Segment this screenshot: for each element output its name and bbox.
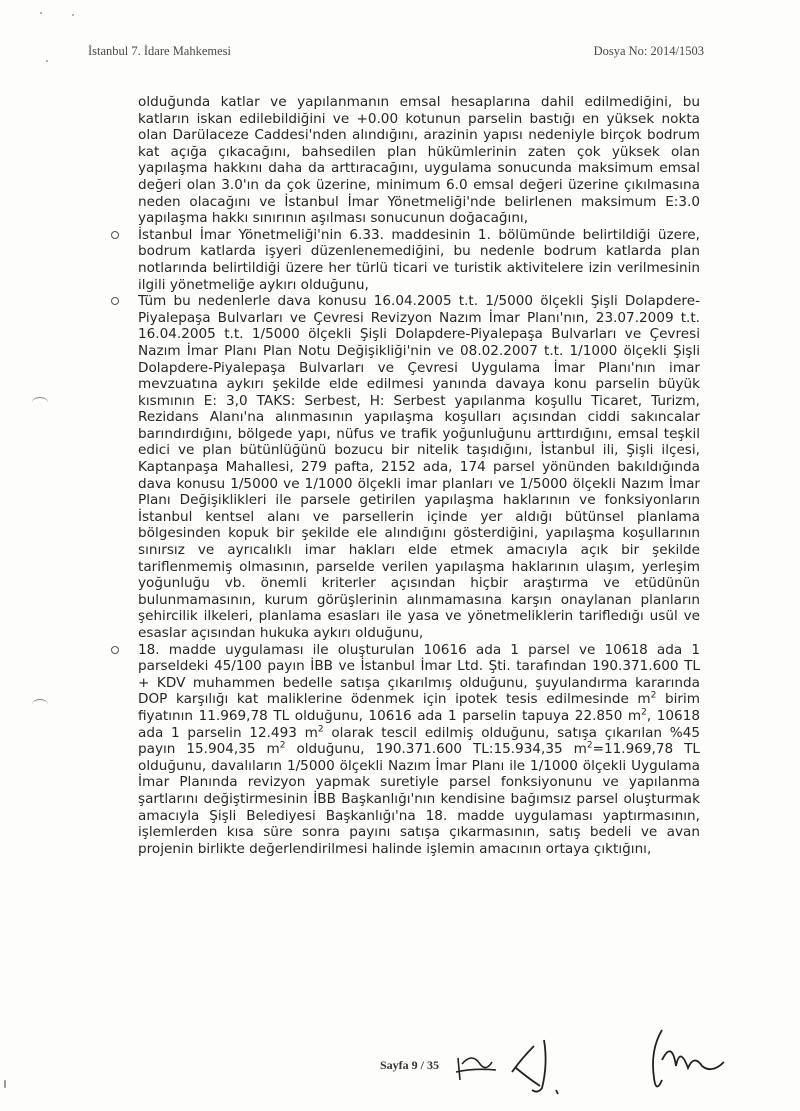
scan-speck — [40, 12, 42, 14]
list-item — [138, 642, 700, 858]
bullet-text: Tüm bu nedenlerle dava konusu 16.04.2005 t.t. 1/5000 ölçekli Şişli Dolapdere-Piyalepaşa Bulvarları ve Çevresi Revizyon Nazım İmar Planı'nın, 23.07.2009 t.t. 16.04.2005 t.t. 1/5000 ölçekli Şişli Dolapdere-Piyalepaşa Bulvarları ve Çevresi Nazım İmar Planı Plan Notu Değişikliği'nin ve 08.02.2007 t.t. 1/1000 ölçekli Şişli Dolapdere-Piyalepaşa Bulvarları ve Çevresi Uygulama İmar Planı'nın imar mevzuatına aykırı şekilde elde edilmesi yanında davaya konu parselin büyük kısmının E: 3,0 TAKS: Serbest, H: Serbest yapılanma koşullu Ticaret, Turizm, Rezidans Alanı'na alınmasının yapılaşma koşulları açısından ciddi sakıncalar barındırdığını, bölgede yapı, nüfus ve trafik yoğunluğunu arttırdığını, emsal teşkil edici ve plan bütünlüğünü bozucu bir nitelik taşıdığını, İstanbul ili, Şişli ilçesi, Kaptanpaşa Mahallesi, 279 pafta, 2152 ada, 174 parsel yönünden bakıldığında dava konusu 1/5000 ve 1/1000 ölçekli imar planları ve 1/5000 ölçekli Nazım İmar Planı Değişiklikleri ile parsele getirilen yapılaşma haklarının ve fonksiyonların İstanbul kentsel alanı ve parsellerin içinde yer aldığı bütünsel planlama bölgesinden kopuk bir şekilde ele alındığını gösterdiğini, yapılaşma koşullarının sınırsız ve ayrıcalıklı imar hakları elde etmek amacıyla açık bir şekilde tariflenmemiş olmasının, parselde verilen yapılaşma haklarının ulaşım, yerleşim yoğunluğu vb. önemli kriterler açısından hiçbir araştırma ve etüdünün bulunmamasının, kurum görüşlerinin alınmamasına karşın onaylanan planların şehircilik ilkeleri, planlama esasları ile yasa ve yönetmeliklerin tarifledığı usül ve esaslar açısından hukuka aykırı olduğunu, — [138, 293, 700, 641]
list-item — [138, 227, 700, 293]
scan-speck — [46, 60, 48, 62]
punch-hole-mark — [32, 699, 48, 710]
bullet-text: İstanbul İmar Yönetmeliği'nin 6.33. maddesinin 1. bölümünde belirtildiği üzere, bodrum katlarda işyeri düzenlenemediğini, bu nedenle bodrum katlarda plan notlarında belirtildiği üzere her türlü ticari ve turistik aktivitelere izin verilmesinin ilgili yönetmeliğe aykırı olduğunu, — [138, 226, 700, 293]
bullet-circle-icon — [111, 297, 119, 305]
page-number: Sayfa 9 / 35 — [380, 1058, 440, 1072]
bullet-text: 18. madde uygulaması ile oluşturulan 10616 ada 1 parsel ve 10618 ada 1 parseldeki 45/100 payın İBB ve İstanbul İmar Ltd. Şti. tarafından 190.371.600 TL + KDV muhammen bedelle satışa çıkarılmış olduğunu, şuyulandırma kararında DOP karşılığı kat maliklerine ödenmek için ipotek tesis edilmesinde $m^2$ birim fiyatının 11.969,78 TL olduğunu, 10616 ada 1 parselin tapuya 22.850 $m^2$, 10618 ada 1 parselin 12.493 $m^2$ olarak tescil edilmiş olduğunu, satışa çıkarılan %45 payın 15.904,35 $m^2$ olduğunu, 190.371.600 TL:15.934,35 $m^2=11.969,78$ TL olduğunu, davalıların 1/5000 ölçekli Nazım İmar Planı ile 1/1000 ölçekli Uygulama İmar Planında revizyon yapmak suretiyle parsel fonksiyonunu ve yapılanma şartlarını değiştirmesinin İBB Başkanlığı'nın kendisine bağımsız parsel oluşturmak amacıyla Şişli Belediyesi Başkanlığı'na 18. madde uygulaması yaptırmasının, işlemlerden kısa süre sonra payını satışa çıkarmasının, satış bedeli ve avan projenin birlikte değerlendirilmesi halinde işlemin amacının ortaya çıktığını, — [138, 641, 701, 857]
court-name: İstanbul 7. İdare Mahkemesi — [88, 44, 232, 58]
page-header — [88, 44, 704, 64]
scan-speck — [72, 14, 74, 16]
scan-speck — [4, 1080, 6, 1088]
bullet-circle-icon — [111, 231, 119, 239]
signature-initials — [452, 1028, 592, 1098]
punch-hole-mark — [32, 397, 48, 408]
document-body — [138, 94, 700, 857]
paragraph-intro: olduğunda katlar ve yapılanmanın emsal hesaplarına dahil edilmediğini, bu katların iskan edilebildiğini ve +0.00 kotunun parselin bastığı en yüksek nokta olan Darülaceze Caddesi'nden alındığını, arazinin yapısı nedeniyle birçok bodrum kat açığa çıkacağını, bahsedilen plan hükümlerinin zaten çok yüksek olan yapılaşma hakkını daha da arttıracağını, uygulama sonucunda maksimum emsal değeri olan 3.0'ın da çok üzerine, minimum 6.0 emsal değeri üzerine çıkılmasına neden olacağını ve İstanbul İmar Yönetmeliği'nde belirlenen maksimum E:3.0 yapılaşma hakkı sınırının aşılması sonucunun doğacağını, — [138, 94, 700, 227]
signature-initials — [632, 1020, 742, 1100]
bullet-circle-icon — [111, 646, 119, 654]
list-item — [138, 293, 700, 641]
file-number: Dosya No: 2014/1503 — [593, 44, 704, 58]
